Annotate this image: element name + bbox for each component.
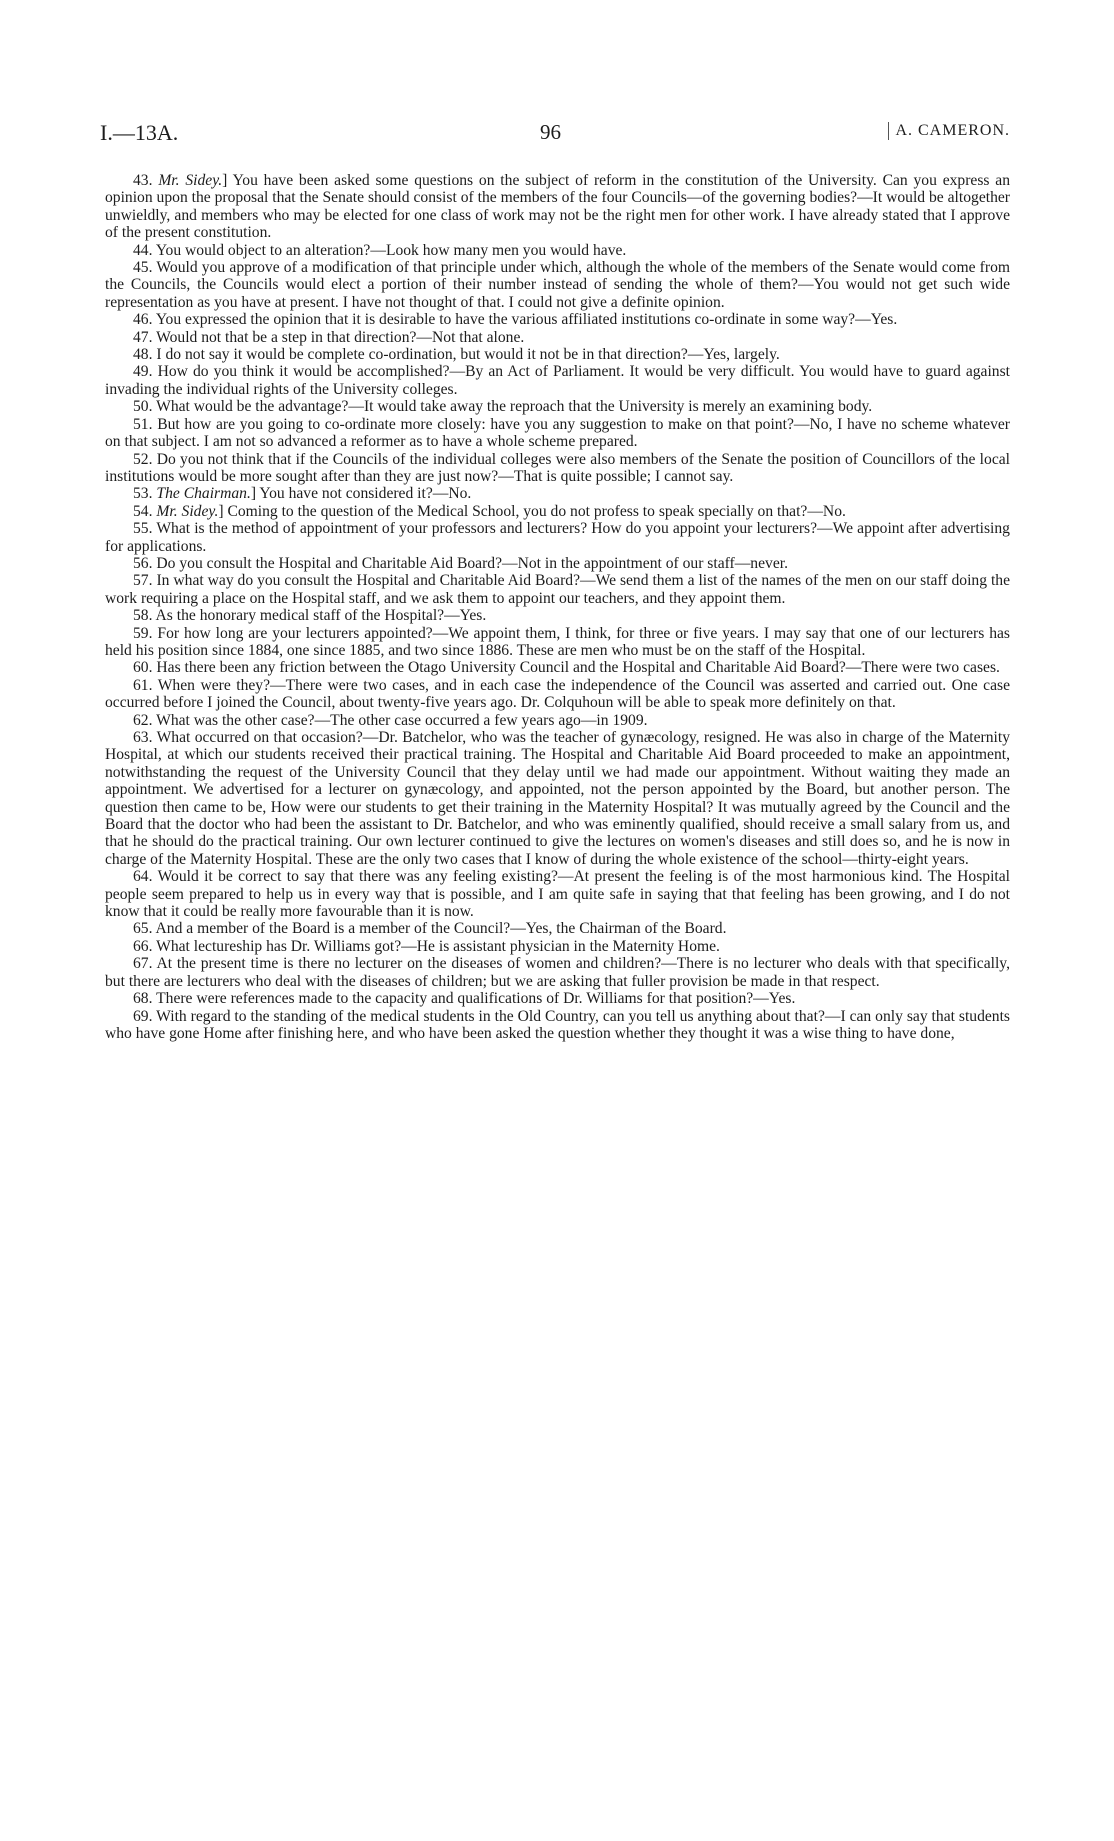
- question-text: What would be the advantage?—It would take away the reproach that the University is merely an examining body.: [156, 398, 873, 416]
- question-paragraph: [105, 868, 1010, 920]
- speaker-name: Mr. Sidey.: [156, 502, 219, 520]
- question-paragraph: [105, 712, 1010, 729]
- question-paragraph: [105, 1008, 1010, 1043]
- question-text: You have not considered it?—No.: [259, 485, 472, 503]
- question-text: I do not say it would be complete co-ordination, but would it not be in that direction?—Yes, largely.: [156, 346, 780, 364]
- question-paragraph: [105, 259, 1010, 311]
- question-number: 63.: [133, 729, 153, 746]
- question-paragraph: [105, 729, 1010, 868]
- question-text: In what way do you consult the Hospital and Charitable Aid Board?—We send them a list of the names of the men on our staff doing the work requiring a place on the Hospital staff, and we ask them to appoint our teachers, and they appoint them.: [105, 572, 1010, 607]
- question-text: When were they?—There were two cases, and in each case the independence of the Council was asserted and carried out. One case occurred before I joined the Council, about twenty-five years ago. Dr. Colquhoun will be able to speak more definitely on that.: [105, 676, 1010, 712]
- question-text: For how long are your lecturers appointed?—We appoint them, I think, for three or five years. I may say that one of our lecturers has held his position since 1884, one since 1885, and two since 1886. These are men who must be on the staff of the Hospital.: [105, 624, 1010, 659]
- question-text: And a member of the Board is a member of the Council?—Yes, the Chairman of the Board.: [155, 920, 727, 938]
- question-number: 55.: [133, 520, 153, 538]
- question-number: 48.: [133, 346, 153, 364]
- question-number: 58.: [133, 607, 153, 625]
- document-reference: I.—13A.: [100, 120, 179, 145]
- question-paragraph: [105, 242, 1010, 259]
- speaker-bracket: ]: [250, 485, 260, 503]
- question-paragraph: [105, 938, 1010, 955]
- question-number: 52.: [133, 450, 153, 468]
- question-paragraph: [105, 363, 1010, 398]
- question-paragraph: [105, 346, 1010, 363]
- speaker-name: Mr. Sidey.: [158, 172, 223, 189]
- page-header: [100, 120, 1010, 152]
- speaker-bracket: ]: [218, 502, 228, 520]
- question-number: 43.: [133, 172, 153, 189]
- question-number: 69.: [133, 1007, 153, 1025]
- question-number: 51.: [133, 415, 153, 433]
- question-paragraph: [105, 955, 1010, 990]
- question-text: Do you consult the Hospital and Charitable Aid Board?—Not in the appointment of our staff—never.: [156, 554, 788, 572]
- question-number: 45.: [133, 259, 153, 277]
- question-paragraph: [105, 677, 1010, 712]
- question-paragraph: [105, 503, 1010, 520]
- question-number: 59.: [133, 624, 153, 642]
- question-number: 67.: [133, 955, 153, 973]
- question-paragraph: [105, 607, 1010, 624]
- question-paragraph: [105, 172, 1010, 242]
- question-paragraph: [105, 520, 1010, 555]
- question-paragraph: [105, 329, 1010, 346]
- question-number: 64.: [133, 868, 153, 886]
- question-paragraph: [105, 920, 1010, 937]
- question-number: 57.: [133, 572, 153, 590]
- question-number: 47.: [133, 328, 153, 346]
- question-text: At the present time is there no lecturer on the diseases of women and children?—There is no lecturer who deals with that specifically, but there are lecturers who deal with the diseases of children; but we are asking that fuller provision be made in that respect.: [105, 955, 1010, 990]
- question-number: 56.: [133, 554, 153, 572]
- question-paragraph: [105, 485, 1010, 502]
- question-paragraph: [105, 555, 1010, 572]
- testimony-body: [105, 172, 1010, 1042]
- question-paragraph: [105, 311, 1010, 328]
- question-text: Has there been any friction between the Otago University Council and the Hospital and Charitable Aid Board?—There were two cases.: [156, 659, 1000, 677]
- question-paragraph: [105, 416, 1010, 451]
- question-number: 65.: [133, 920, 153, 938]
- question-text: How do you think it would be accomplished?—By an Act of Parliament. It would be very difficult. You would have to guard against invading the individual rights of the University colleges.: [105, 363, 1010, 398]
- question-number: 68.: [133, 990, 153, 1008]
- question-paragraph: [105, 572, 1010, 607]
- question-paragraph: [105, 451, 1010, 486]
- question-number: 49.: [133, 363, 153, 381]
- page-number: 96: [540, 120, 561, 144]
- question-text: What occurred on that occasion?—Dr. Batchelor, who was the teacher of gynæcology, resigned. He was also in charge of the Maternity Hospital, at which our students received their practical training. The Hospital and Charitable Aid Board proceeded to make an appointment, notwithstanding the request of the University Council that they delay until we had made our appointment. Without waiting they made an appointment. We advertised for a lecturer on gynæcology, and appointed, not the person appointed by the Board, but another person. The question then came to be, How were our students to get their training in the Maternity Hospital? It was mutually agreed by the Council and the Board that the doctor who had been the assistant to Dr. Batchelor, and who was eminently qualified, should receive a small salary from us, and that he should do the practical training. Our own lecturer continued to give the lectures on women's diseases and still does so, and he is now in charge of the Maternity Hospital. These are the only two cases that I know of during the whole existence of the school—thirty-eight years.: [105, 729, 1010, 868]
- question-paragraph: [105, 625, 1010, 660]
- question-text: Coming to the question of the Medical School, you do not profess to speak specially on that?—No.: [227, 502, 846, 520]
- question-text: What is the method of appointment of your professors and lecturers? How do you appoint your lecturers?—We appoint after advertising for applications.: [105, 520, 1010, 555]
- question-text: You would object to an alteration?—Look how many men you would have.: [155, 241, 627, 259]
- question-number: 62.: [133, 711, 153, 729]
- question-text: Would not that be a step in that direction?—Not that alone.: [156, 328, 525, 346]
- question-paragraph: [105, 990, 1010, 1007]
- question-number: 66.: [133, 937, 153, 955]
- question-text: Would it be correct to say that there was any feeling existing?—At present the feeling is of the most harmonious kind. The Hospital people seem prepared to help us in every way that is possible, and I am quite safe in saying that that feeling has been growing, and I do not know that it could be really more favourable than it is now.: [105, 868, 1010, 921]
- question-text: There were references made to the capacity and qualifications of Dr. Williams for that position?—Yes.: [156, 990, 796, 1008]
- question-text: You expressed the opinion that it is desirable to have the various affiliated institutions co-ordinate in some way?—Yes.: [155, 311, 898, 329]
- question-number: 54.: [133, 502, 153, 520]
- question-text: Would you approve of a modification of that principle under which, although the whole of the members of the Senate would come from the Councils, the Councils would elect a portion of their number instead of sending the whole of them?—You would not get such wide representation as you have at present. I have not thought of that. I could not give a definite opinion.: [105, 259, 1010, 311]
- question-number: 46.: [133, 311, 153, 329]
- question-paragraph: [105, 659, 1010, 676]
- question-text: As the honorary medical staff of the Hospital?—Yes.: [155, 607, 487, 625]
- question-text: What was the other case?—The other case occurred a few years ago—in 1909.: [156, 711, 648, 729]
- speaker-bracket: ]: [222, 172, 233, 189]
- question-number: 50.: [133, 398, 153, 416]
- question-text: Do you not think that if the Councils of the individual colleges were also members of the Senate the position of Councillors of the local institutions would be more sought after than they are just now?—That is quite possible; I cannot say.: [105, 450, 1010, 485]
- question-number: 61.: [133, 676, 153, 694]
- question-number: 53.: [133, 485, 153, 503]
- question-text: What lectureship has Dr. Williams got?—He is assistant physician in the Maternity Home.: [156, 937, 720, 955]
- question-number: 44.: [133, 241, 153, 259]
- question-number: 60.: [133, 659, 153, 677]
- question-text: You have been asked some questions on the subject of reform in the constitution of the University. Can you express an opinion upon the proposal that the Senate should consist of the members of the four Councils—of the governing bodies?—It would be altogether unwieldly, and members who may be elected for one class of work may not be the right men for other work. I have already stated that I approve of the present constitution.: [105, 172, 1010, 242]
- question-text: But how are you going to co-ordinate more closely: have you any suggestion to make on that point?—No, I have no scheme whatever on that subject. I am not so advanced a reformer as to have a whole scheme prepared.: [105, 415, 1010, 451]
- witness-name: A. CAMERON.: [888, 122, 1010, 140]
- speaker-name: The Chairman.: [156, 485, 251, 503]
- question-paragraph: [105, 398, 1010, 415]
- question-text: With regard to the standing of the medical students in the Old Country, can you tell us anything about that?—I can only say that students who have gone Home after finishing here, and who have been asked the question whether they thought it was a wise thing to have done,: [105, 1007, 1010, 1042]
